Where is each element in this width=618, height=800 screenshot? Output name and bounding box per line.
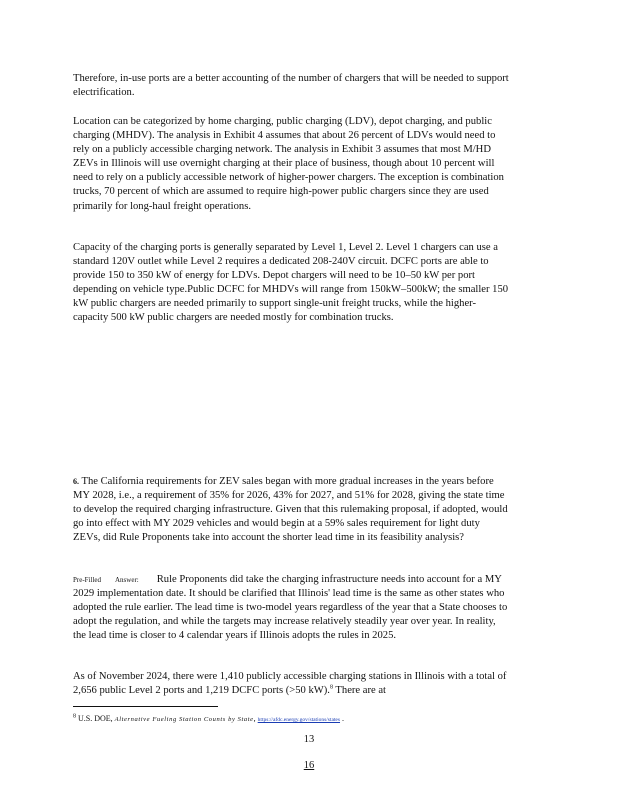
answer-label: Answer: bbox=[115, 576, 139, 584]
question-text: The California requirements for ZEV sales began with more gradual increases in the years before MY 2028, i.e., a requirement of 35% for 2026, 43% for 2027, and 51% for 2028, giving the state time to develop the required charging infrastructure. Given that this rulemaking proposal, if adopted, would go into effect with MY 2029 vehicles and would begin at a 59% sales requirement for light duty ZEVs, did Rule Proponents take into account the shorter lead time in its feasibility analysis? bbox=[73, 476, 508, 544]
question-number: 6. bbox=[73, 477, 79, 486]
footnote-end: . bbox=[342, 714, 345, 723]
printed-page-number: 13 bbox=[303, 734, 315, 745]
paragraph-station-count bbox=[73, 670, 509, 698]
footnote bbox=[73, 714, 513, 725]
footnote-marker: 8 bbox=[73, 713, 76, 720]
sequence-page-number: 16 bbox=[303, 760, 315, 771]
station-count-continuation: There are at bbox=[332, 685, 386, 697]
paragraph-charging-capacity: Capacity of the charging ports is generally separated by Level 1, Level 2. Level 1 chargers can use a standard 120V outlet while Level 2 requires a dedicated 208-240V circuit. DCFC ports are able to provide 150 to 350 kW of energy for LDVs. Depot chargers will need to be 10–50 kW per port depending on vehicle type.Public DCFC for MHDVs will range from 150kW–500kW; the smaller 150 kW public chargers are needed primarily to support single-unit freight trucks, while the higher-capacity 500 kW public chargers are needed mostly for combination trucks. bbox=[73, 242, 509, 324]
footnote-link[interactable]: https://afdc.energy.gov/stations/states bbox=[257, 717, 341, 723]
footnote-title: Alternative Fueling Station Counts by State bbox=[114, 716, 254, 723]
answer-text: Rule Proponents did take the charging infrastructure needs into account for a MY 2029 implementation date. It should be clarified that Illinois' lead time is the same as other states who adopted the rule earlier. The lead time is two-model years regardless of the year that a State chooses to adopt the regulation, and while the targets may increase relatively steadily year over year. In reality, the lead time is closer to 4 calendar years if Illinois adopts the rules in 2025. bbox=[73, 574, 508, 642]
footnote-divider bbox=[73, 706, 218, 707]
prefilled-label: Pre-Filled bbox=[73, 576, 101, 584]
station-count-text: As of November 2024, there were 1,410 publicly accessible charging stations in Illinois with a total of 2,656 public Level 2 ports and 1,219 DCFC ports (>50 kW). bbox=[73, 671, 507, 697]
question-6 bbox=[73, 475, 509, 545]
footnote-reference[interactable]: 8 bbox=[329, 684, 333, 691]
paragraph-in-use-ports: Therefore, in-use ports are a better accounting of the number of chargers that will be needed to support electrification. bbox=[73, 73, 509, 99]
paragraph-location-categories: Location can be categorized by home charging, public charging (LDV), depot charging, and public charging (MHDV). The analysis in Exhibit 4 assumes that about 26 percent of LDVs would need to rely on a publicly accessible charging network. The analysis in Exhibit 3 assumes that most M/HD ZEVs in Illinois will use overnight charging at their place of business, though about 10 percent will need to rely on a publicly accessible network of higher-power chargers. The exception is combination trucks, 70 percent of which are assumed to require high-power public chargers since they are used primarily for long-haul freight operations. bbox=[73, 116, 504, 212]
footnote-source: U.S. DOE, bbox=[78, 714, 113, 723]
footnote-separator: , bbox=[253, 714, 256, 723]
answer-block bbox=[73, 573, 509, 643]
